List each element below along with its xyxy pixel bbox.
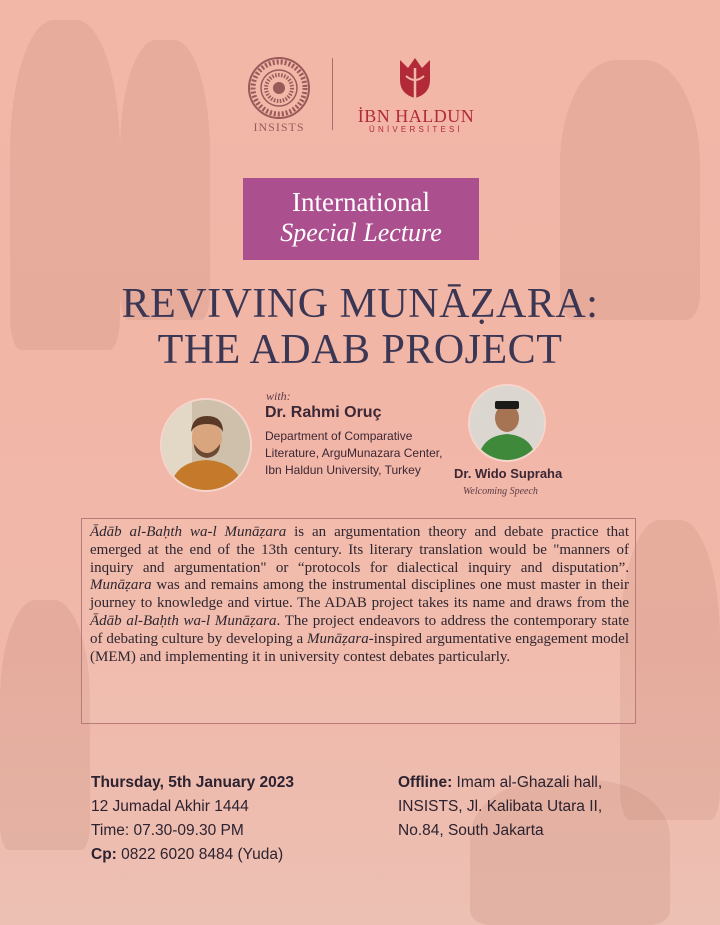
abstract-text: was and remains among the instrumental disciplines one must master in their journey to knowledge and virtue. The ADAB project takes its name and draws from the [90,577,629,612]
insists-seal-icon [247,56,311,120]
affiliation-line: Literature, ArguMunazara Center, [265,446,443,460]
speaker-photo-wido [468,384,546,462]
person-icon [470,386,544,460]
speaker-role-welcoming: Welcoming Speech [463,486,538,497]
title-line-2: THE ADAB PROJECT [157,327,563,373]
event-date: Thursday, 5th January 2023 [91,774,295,791]
abstract-term: Munāẓara [90,577,152,594]
lecture-tag [243,178,479,260]
tag-special-lecture: Special Lecture [280,218,442,247]
abstract-term: Ādāb al-Baḥth wa-l Munāẓara [90,524,287,540]
speaker-name-rahmi: Dr. Rahmi Oruç [265,404,382,421]
event-time: Time: 07.30-09.30 PM [91,822,244,839]
venue-line: Offline: Imam al-Ghazali hall, [398,774,603,791]
event-hijri-date: 12 Jumadal Akhir 1444 [91,798,249,815]
abstract-text: -inspired argumentative engagement model (MEM) and implementing it in university contest debates particularly. [90,630,629,665]
with-label: with: [266,389,291,403]
abstract-text: is an argumentation theory and debate practice that emerged at the end of the 13th century. Its literary translation would be "manners of inquiry and argumentation" or “protocols for dialectical inquiry and disputation”. [90,524,629,576]
title-line-1: REVIVING MUNĀẒARA: [121,281,599,327]
ibn-haldun-name: İBN HALDUN [357,106,475,126]
insists-logo-label: INSISTS [253,120,305,134]
ibn-haldun-subtitle: ÜNİVERSİTESİ [369,125,463,134]
abstract-text: . The project endeavors to address the contemporary state of debating culture by developing a [90,612,630,647]
event-venue [398,771,602,843]
speaker-photo-rahmi [160,398,252,492]
abstract-term: Munāẓara [307,630,369,647]
speaker-name-wido: Dr. Wido Supraha [454,466,563,481]
contact-person: Cp: 0822 6020 8484 (Yuda) [91,846,284,863]
event-schedule [91,771,294,867]
person-icon [162,400,250,490]
venue-line: INSISTS, Jl. Kalibata Utara II, [398,798,603,815]
background-figure [0,600,90,850]
tag-international: International [292,187,430,217]
logo-divider [332,58,333,130]
tulip-icon [396,54,434,100]
abstract-term: Ādāb al-Baḥth wa-l Munāẓara [90,612,277,629]
abstract-box [81,518,636,724]
affiliation-line: Ibn Haldun University, Turkey [265,463,421,477]
logo-bar [0,52,720,142]
speaker-affiliation [265,428,465,479]
affiliation-line: Department of Comparative [265,429,413,443]
venue-line: No.84, South Jakarta [398,822,544,839]
